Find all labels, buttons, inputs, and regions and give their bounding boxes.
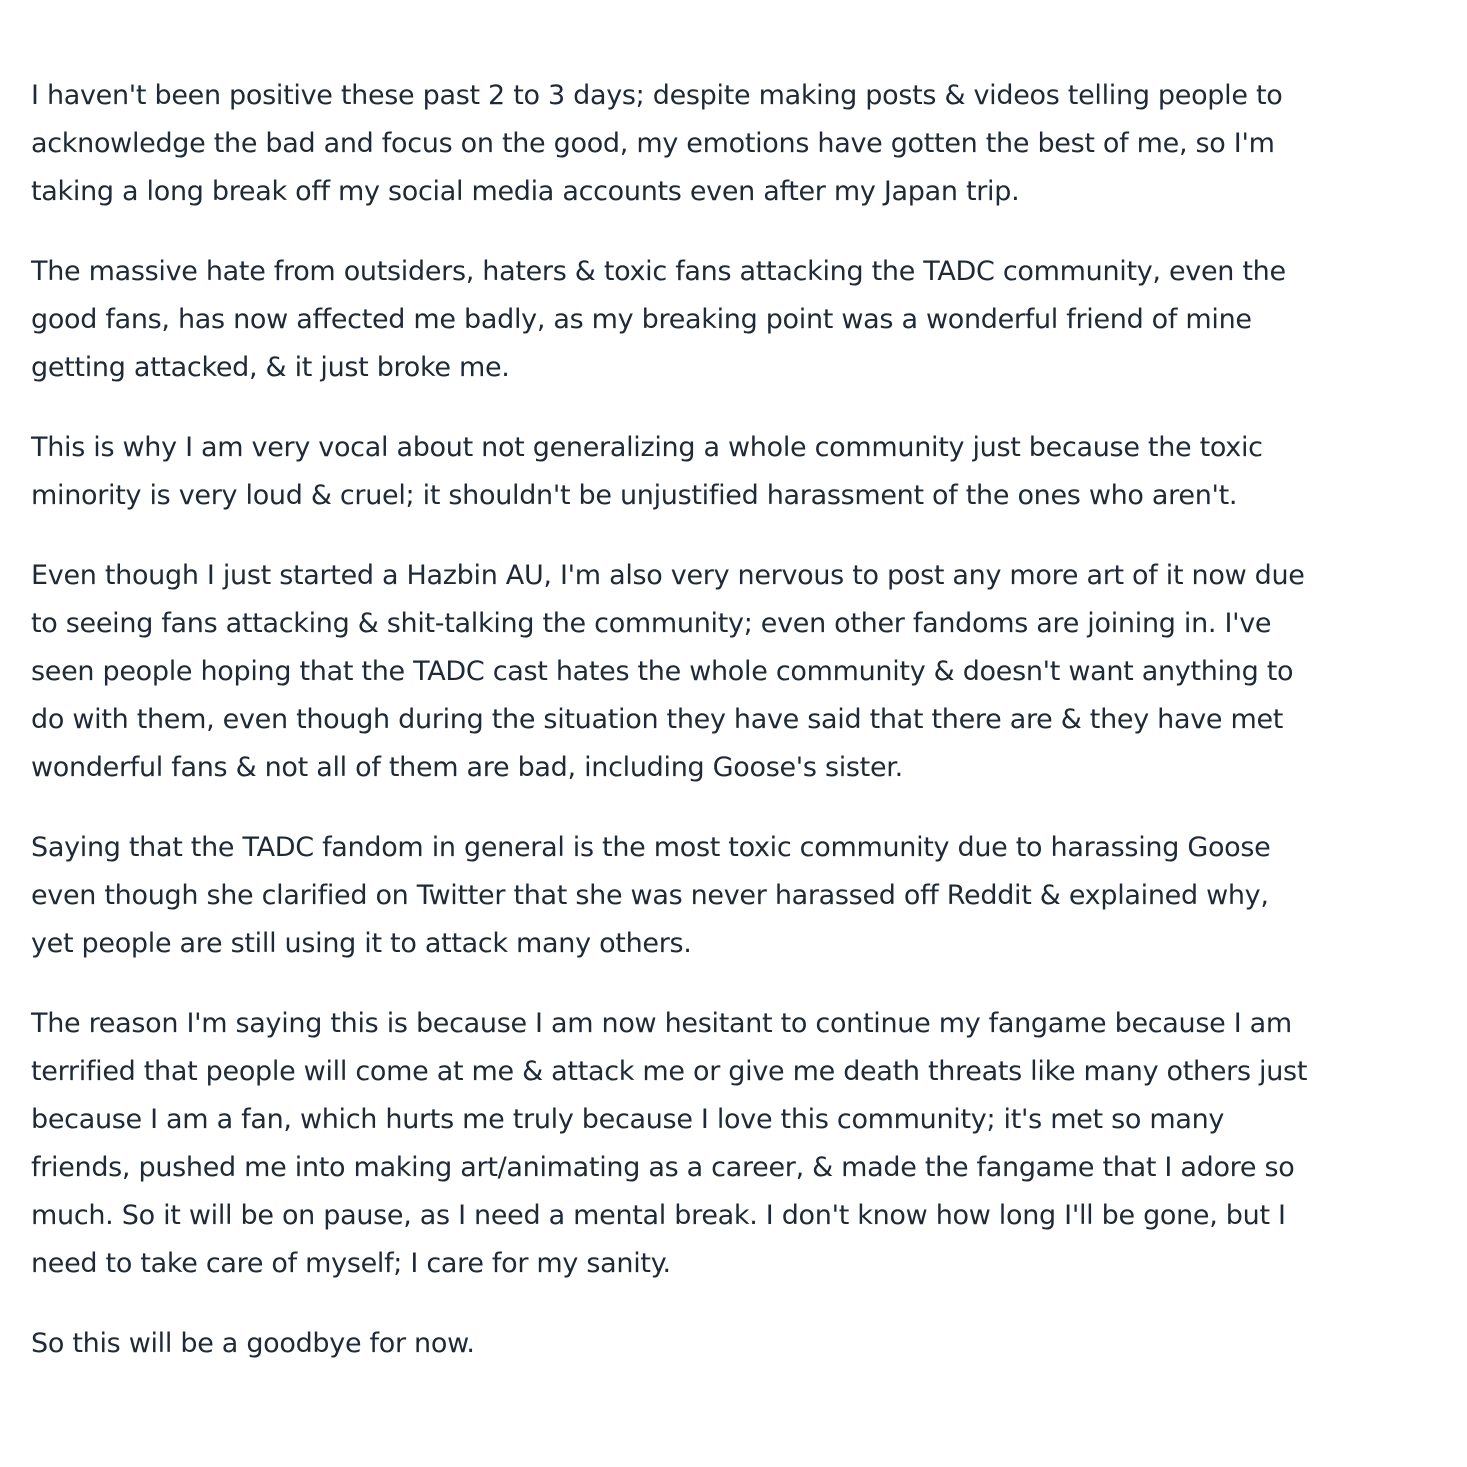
paragraph-line: wonderful fans & not all of them are bad, including Goose's sister. bbox=[31, 752, 903, 783]
paragraph-line: The massive hate from outsiders, haters & toxic fans attacking the TADC community, even the bbox=[31, 256, 1286, 287]
paragraph-line: Saying that the TADC fandom in general is the most toxic community due to harassing Goose bbox=[31, 832, 1271, 863]
paragraph-line: good fans, has now affected me badly, as my breaking point was a wonderful friend of mine bbox=[31, 304, 1252, 335]
paragraph-line: yet people are still using it to attack many others. bbox=[31, 928, 692, 959]
paragraph-line: seen people hoping that the TADC cast hates the whole community & doesn't want anything to bbox=[31, 656, 1294, 687]
paragraph-4 bbox=[31, 552, 1455, 792]
paragraph-line: terrified that people will come at me & attack me or give me death threats like many others just bbox=[31, 1056, 1308, 1087]
paragraph-line: minority is very loud & cruel; it shouldn't be unjustified harassment of the ones who aren't. bbox=[31, 480, 1238, 511]
paragraph-line: So this will be a goodbye for now. bbox=[31, 1328, 475, 1359]
paragraph-line: Even though I just started a Hazbin AU, I'm also very nervous to post any more art of it now due bbox=[31, 560, 1305, 591]
paragraph-line: This is why I am very vocal about not generalizing a whole community just because the toxic bbox=[31, 432, 1263, 463]
paragraph-line: I haven't been positive these past 2 to 3 days; despite making posts & videos telling people to bbox=[31, 80, 1283, 111]
paragraph-line: need to take care of myself; I care for my sanity. bbox=[31, 1248, 671, 1279]
paragraph-line: much. So it will be on pause, as I need a mental break. I don't know how long I'll be gone, but I bbox=[31, 1200, 1286, 1231]
paragraph-line: do with them, even though during the situation they have said that there are & they have met bbox=[31, 704, 1284, 735]
paragraph-1 bbox=[31, 72, 1455, 216]
paragraph-line: getting attacked, & it just broke me. bbox=[31, 352, 510, 383]
paragraph-line: to seeing fans attacking & shit-talking the community; even other fandoms are joining in. I've bbox=[31, 608, 1272, 639]
paragraph-6 bbox=[31, 1000, 1455, 1288]
paragraph-2 bbox=[31, 248, 1455, 392]
paragraph-line: friends, pushed me into making art/animating as a career, & made the fangame that I adore so bbox=[31, 1152, 1295, 1183]
paragraph-5 bbox=[31, 824, 1455, 968]
paragraph-3 bbox=[31, 424, 1455, 520]
paragraph-7 bbox=[31, 1320, 1455, 1368]
paragraph-line: The reason I'm saying this is because I am now hesitant to continue my fangame because I am bbox=[31, 1008, 1292, 1039]
paragraph-line: even though she clarified on Twitter that she was never harassed off Reddit & explained why, bbox=[31, 880, 1269, 911]
paragraph-line: because I am a fan, which hurts me truly because I love this community; it's met so many bbox=[31, 1104, 1225, 1135]
paragraph-line: taking a long break off my social media accounts even after my Japan trip. bbox=[31, 176, 1020, 207]
post-body bbox=[31, 72, 1455, 1400]
paragraph-line: acknowledge the bad and focus on the good, my emotions have gotten the best of me, so I'm bbox=[31, 128, 1275, 159]
